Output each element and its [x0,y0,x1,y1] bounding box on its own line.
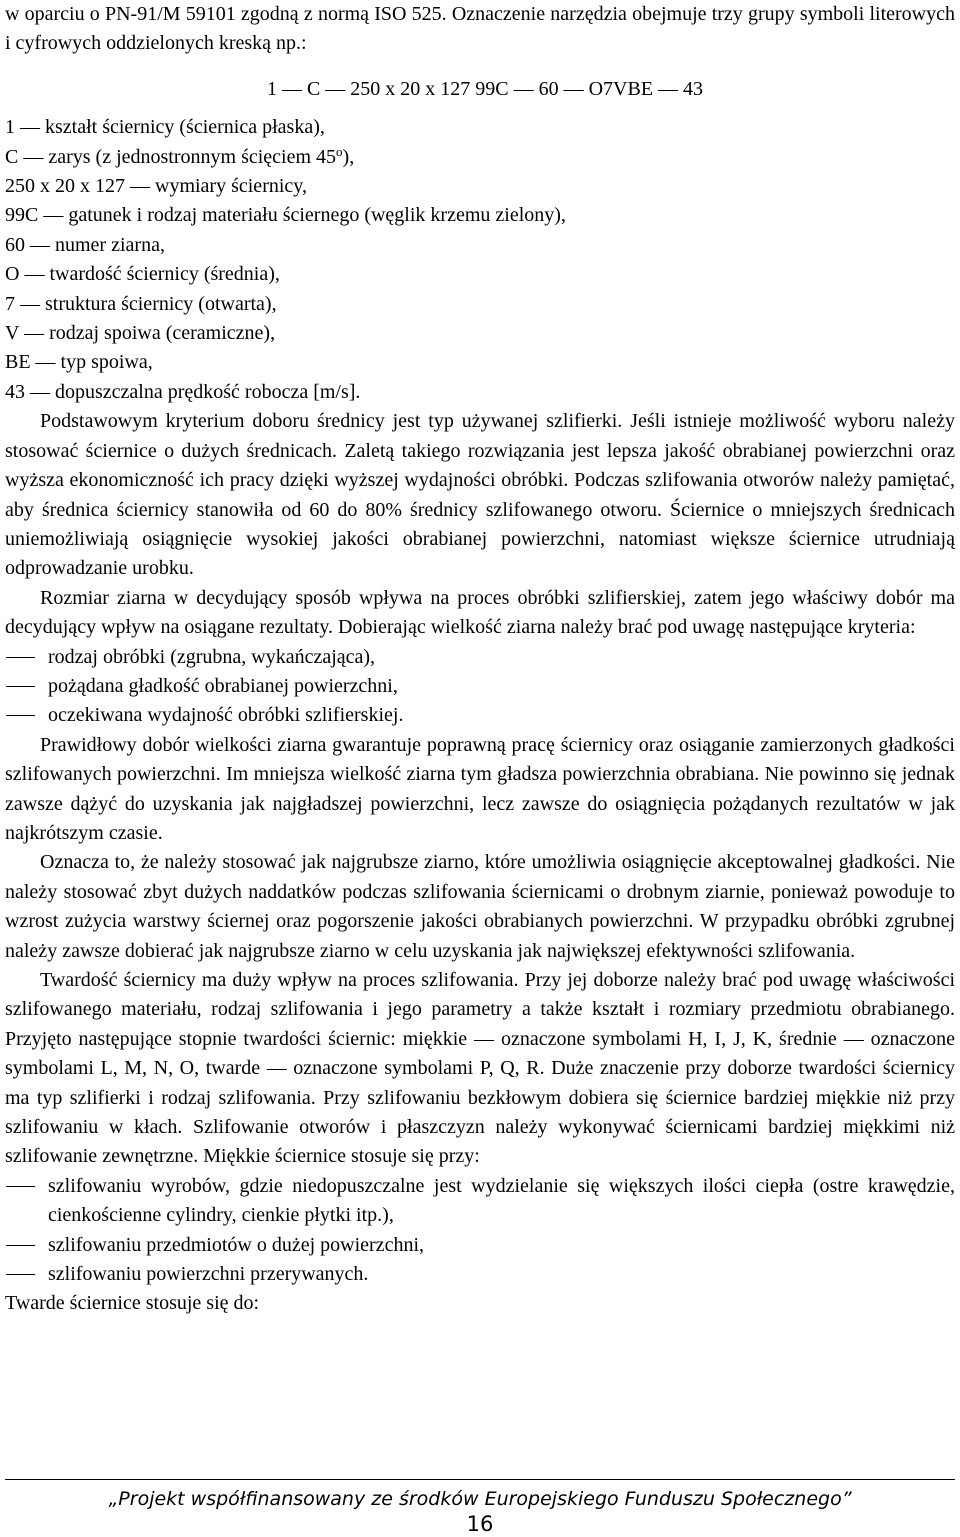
soft-wheel-uses-list [5,1172,955,1290]
paragraph-grain-choice: Prawidłowy dobór wielkości ziarna gwarantuje poprawną pracę ściernicy oraz osiąganie zamierzonych gładkości szlifowanych powierzchni. Im mniejsza wielkość ziarna tym gładsza powierzchnia obrabiana. Nie powinno się jednak zawsze dążyć do uzyskania jak najgładszej powierzchni, lecz zawsze do osiągnięcia pożądanych rezultatów w jak najkrótszym czasie. [5,733,955,844]
paragraph-hardness: Twardość ściernicy ma duży wpływ na proces szlifowania. Przy jej doborze należy brać pod uwagę właściwości szlifowanego materiału, rodzaj szlifowania i jego parametry a także kształt i rozmiary przedmiotu obrabianego. Przyjęto następujące stopnie twardości ściernic: miękkie — oznaczone symbolami H, I, J, K, średnie — oznaczone symbolami L, M, N, O, twarde — oznaczone symbolami P, Q, R. Duże znaczenie przy doborze twardości ściernicy ma typ szlifierki i rodzaj szlifowania. Przy szlifowaniu bezkłowym dobiera się ściernice bardziej miękkie niż przy szlifowaniu w kłach. Szlifowanie otworów i płaszczyzn należy wykonywać ściernicami bardziej miękkimi niż szlifowanie zewnętrzne. Miękkie ściernice stosuje się przy: [5,969,955,1168]
list-item: pożądana gładkość obrabianej powierzchni, [5,672,955,701]
intro-paragraph: w oparciu o PN-91/M 59101 zgodną z normą ISO 525. Oznaczenie narzędzia obejmuje trzy grupy symboli literowych i cyfrowych oddzielonych kreską np.: [5,3,955,55]
page-body [5,0,955,1319]
legend-line: 7 — struktura ściernicy (otwarta), [5,292,277,315]
paragraph-grain-size: Rozmiar ziarna w decydujący sposób wpływa na proces obróbki szlifierskiej, zatem jego właściwy dobór ma decydujący wpływ na osiągane rezultaty. Dobierając wielkość ziarna należy brać pod uwagę następujące kryteria: [5,586,955,639]
legend-line: O — twardość ściernicy (średnia), [5,263,280,286]
legend-line: 99C — gatunek i rodzaj materiału ściernego (węglik krzemu zielony), [5,204,566,227]
paragraph-diameter: Podstawowym kryterium doboru średnicy jest typ używanej szlifierki. Jeśli istnieje możliwość wyboru należy stosować ściernice o dużych średnicach. Zaletą takiego rozwiązania jest lepsza jakość obrabianej powierzchni oraz wyższa ekonomiczność ich pracy dzięki wyższej wydajności obróbki. Podczas szlifowania otworów należy pamiętać, aby średnica ściernicy stanowiła od 60 do 80% średnicy szlifowanego otworu. Ściernice o mniejszych średnicach uniemożliwiają osiągnięcie wysokiej jakości obrabianej powierzchni, natomiast większe ściernice utrudniają odprowadzanie urobku. [5,410,955,580]
dash-bullet [6,715,35,716]
list-item: szlifowaniu wyrobów, gdzie niedopuszczalne jest wydzielanie się większych ilości ciepła (ostre krawędzie, cienkościenne cylindry, cienkie płytki itp.), [5,1172,955,1231]
criteria-list [5,643,955,731]
footer-note: „Projekt współfinansowany ze środków Europejskiego Funduszu Społecznego” [108,1488,852,1510]
paragraph-coarse-grain: Oznacza to, że należy stosować jak najgrubsze ziarno, które umożliwia osiągnięcie akceptowalnej gładkości. Nie należy stosować zbyt dużych naddatków podczas szlifowania ściernicami o drobnym ziarnie, ponieważ powoduje to wzrost zużycia warstwy ściernej oraz pogorszenie jakości obrabianych powierzchni. W przypadku obróbki zgrubnej należy zawsze dobierać jak najgrubsze ziarno w celu uzyskania jak największej efektywności szlifowania. [5,851,955,962]
footer-divider [5,1479,955,1480]
list-item: rodzaj obróbki (zgrubna, wykańczająca), [5,643,955,672]
legend-line: 43 — dopuszczalna prędkość robocza [m/s]. [5,380,361,403]
dash-bullet [6,1186,35,1187]
legend-line: 1 — kształt ściernicy (ściernica płaska), [5,116,325,139]
dash-bullet [6,686,35,687]
dash-bullet [6,1274,35,1275]
dash-bullet [6,1245,35,1246]
list-item: szlifowaniu powierzchni przerywanych. [5,1260,955,1289]
legend-line: 60 — numer ziarna, [5,233,165,256]
page-number: 16 [466,1512,494,1536]
list-item: szlifowaniu przedmiotów o dużej powierzchni, [5,1231,955,1260]
dash-bullet [6,657,35,658]
legend-line: BE — typ spoiwa, [5,351,153,374]
legend-line: 250 x 20 x 127 — wymiary ściernicy, [5,175,307,198]
list-item: oczekiwana wydajność obróbki szlifierskiej. [5,701,955,730]
legend-line: V — rodzaj spoiwa (ceramiczne), [5,322,276,345]
closing-line: Twarde ściernice stosuje się do: [5,1292,260,1315]
tool-designation-formula: 1 — C — 250 x 20 x 127 99C — 60 — O7VBE — 43 [266,77,704,100]
legend-line: C — zarys (z jednostronnym ścięciem 45$^o$), [5,143,355,168]
degree-superscript: o [336,143,343,159]
